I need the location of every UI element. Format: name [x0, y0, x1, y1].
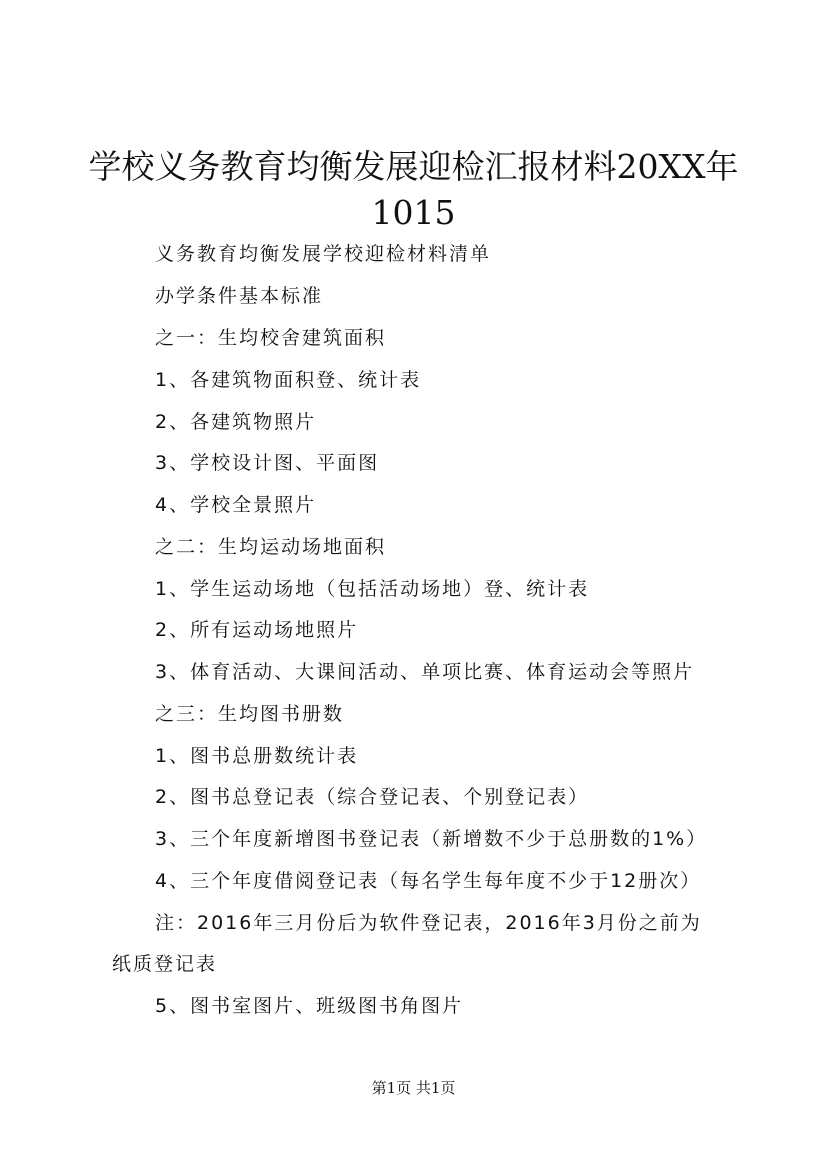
list-item: 1、学生运动场地（包括活动场地）登、统计表: [155, 578, 590, 600]
list-item: 3、体育活动、大课间活动、单项比赛、体育运动会等照片: [155, 661, 695, 683]
list-item: 1、各建筑物面积登、统计表: [155, 369, 422, 391]
list-heading: 义务教育均衡发展学校迎检材料清单: [155, 243, 492, 265]
section-heading: 办学条件基本标准: [155, 285, 324, 307]
list-item: 1、图书总册数统计表: [155, 745, 359, 767]
document-title-continuation: 1015: [371, 193, 456, 232]
section-heading: 之二：生均运动场地面积: [155, 536, 387, 558]
section-heading: 之三：生均图书册数: [155, 703, 345, 725]
list-item: 4、三个年度借阅登记表（每名学生每年度不少于12册次）: [155, 870, 702, 892]
list-item: 3、学校设计图、平面图: [155, 452, 380, 474]
list-item: 2、各建筑物照片: [155, 411, 317, 433]
document-title: 学校义务教育均衡发展迎检汇报材料20XX年: [88, 147, 739, 186]
list-item: 4、学校全景照片: [155, 494, 317, 516]
note-paragraph: 注：2016年三月份后为软件登记表，2016年3月份之前为: [155, 912, 702, 934]
list-item: 5、图书室图片、班级图书角图片: [155, 995, 464, 1017]
list-item: 2、图书总登记表（综合登记表、个别登记表）: [155, 786, 590, 808]
section-heading: 之一：生均校舍建筑面积: [155, 327, 387, 349]
list-item: 3、三个年度新增图书登记表（新增数不少于总册数的1%）: [155, 828, 708, 850]
list-item: 2、所有运动场地照片: [155, 619, 359, 641]
note-paragraph-continuation: 纸质登记表: [112, 953, 218, 975]
page-footer: 第1页 共1页: [371, 1079, 456, 1097]
